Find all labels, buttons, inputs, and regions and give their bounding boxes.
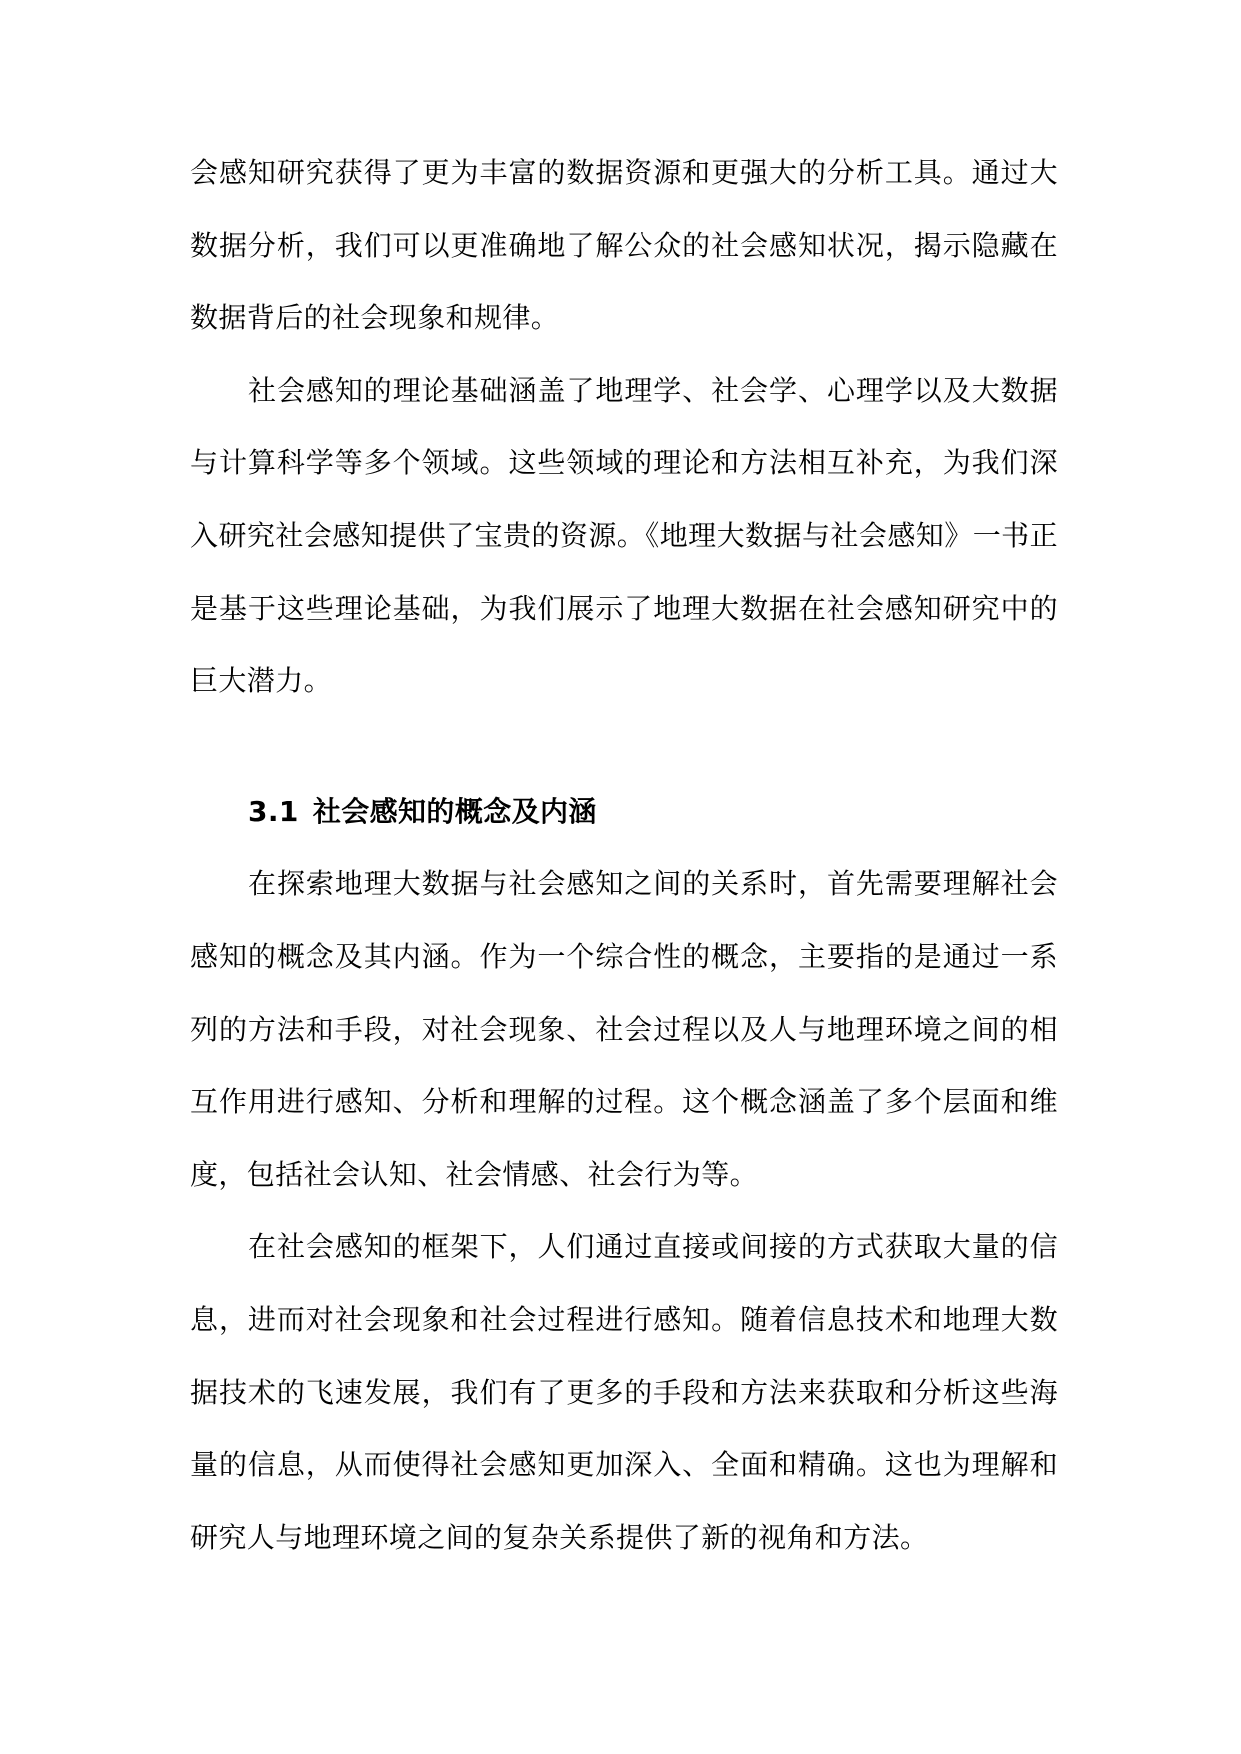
section-heading: [190, 776, 1058, 849]
document-page: [190, 137, 1058, 1574]
paragraph-framework: 在社会感知的框架下，人们通过直接或间接的方式获取大量的信息，进而对社会现象和社会过程进行感知。随着信息技术和地理大数据技术的飞速发展，我们有了更多的手段和方法来获取和分析这些海量的信息，从而使得社会感知更加深入、全面和精确。这也为理解和研究人与地理环境之间的复杂关系提供了新的视角和方法。: [190, 1230, 1058, 1554]
paragraph-theory-foundation: 社会感知的理论基础涵盖了地理学、社会学、心理学以及大数据与计算科学等多个领域。这些领域的理论和方法相互补充，为我们深入研究社会感知提供了宝贵的资源。《地理大数据与社会感知》一书正是基于这些理论基础，为我们展示了地理大数据在社会感知研究中的巨大潜力。: [190, 373, 1058, 698]
paragraph-concept: 在探索地理大数据与社会感知之间的关系时，首先需要理解社会感知的概念及其内涵。作为一个综合性的概念，主要指的是通过一系列的方法和手段，对社会现象、社会过程以及人与地理环境之间的相互作用进行感知、分析和理解的过程。这个概念涵盖了多个层面和维度，包括社会认知、社会情感、社会行为等。: [190, 867, 1058, 1191]
section-title: 社会感知的概念及内涵: [312, 794, 597, 828]
section-number: 3.1: [248, 794, 299, 828]
paragraph-continuation: 会感知研究获得了更为丰富的数据资源和更强大的分析工具。通过大数据分析，我们可以更准确地了解公众的社会感知状况，揭示隐藏在数据背后的社会现象和规律。: [190, 156, 1058, 335]
